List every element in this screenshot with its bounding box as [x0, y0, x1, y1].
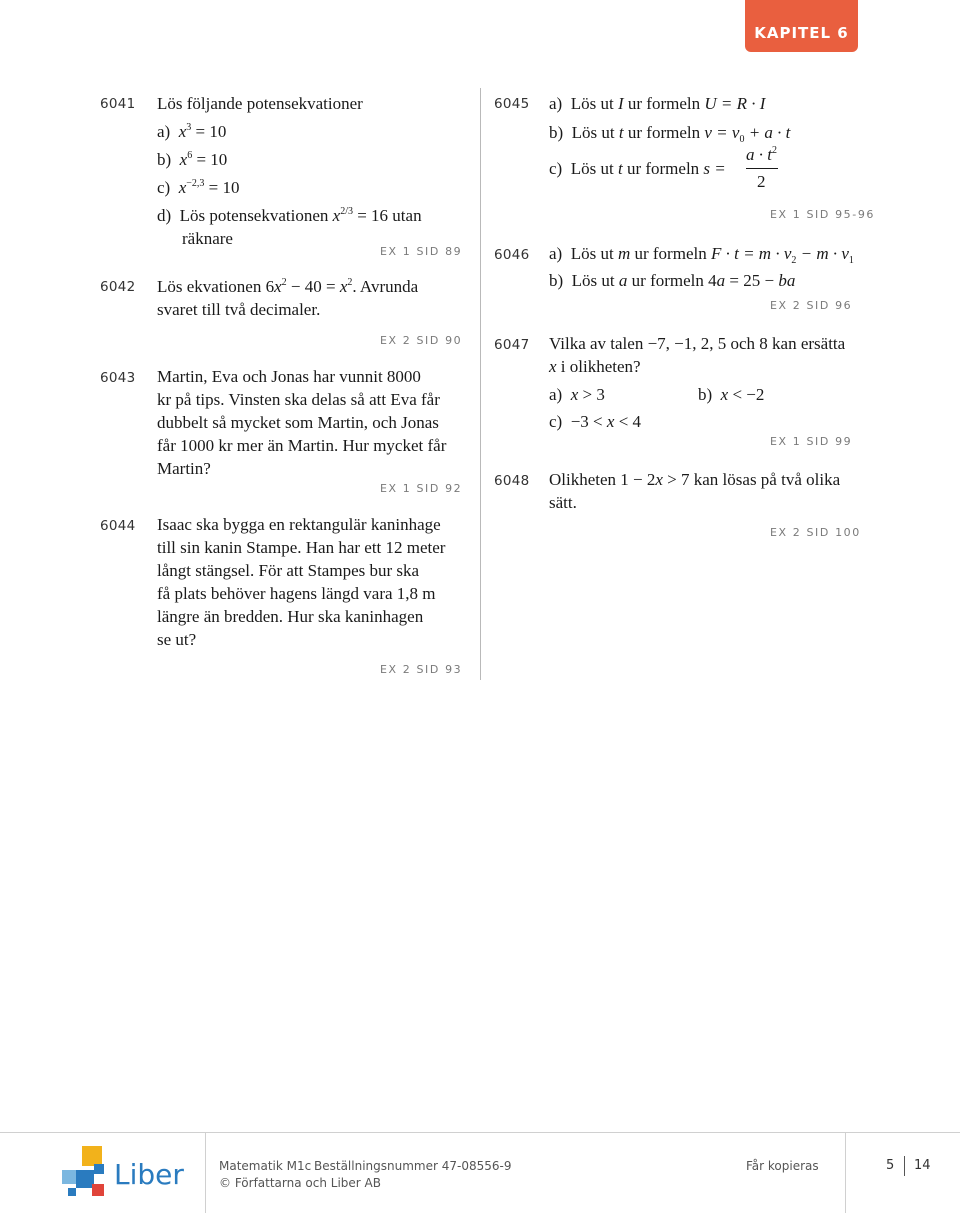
problem-6047-c: c) −3 < x < 4 [549, 412, 642, 431]
problem-6043-line: får 1000 kr mer än Martin. Hur mycket får [157, 436, 447, 455]
problem-6043-line: Martin, Eva och Jonas har vunnit 8000 [157, 367, 421, 386]
footer-order: Beställningsnummer 47-08556-9 [314, 1159, 512, 1173]
problem-6045-b: b) Lös ut t ur formeln $v = v_0 + a \cdot t$ [549, 123, 791, 145]
example-reference: EX 1 SID 99 [770, 435, 853, 448]
problem-number: 6048 [494, 473, 530, 489]
problem-6047-line2: x i olikheten? [549, 357, 641, 376]
column-divider [480, 88, 481, 680]
problem-6043-line: kr på tips. Vinsten ska delas så att Eva får [157, 390, 440, 409]
footer-copy-note: Får kopieras [746, 1159, 819, 1173]
problem-6041-d: d) Lös potensekvationen $x^{2/3} = 16$ utan [157, 206, 422, 225]
problem-number: 6042 [100, 279, 136, 295]
problem-number: 6045 [494, 96, 530, 112]
example-reference: EX 1 SID 92 [380, 482, 463, 495]
problem-6047-line1: Vilka av talen −7, −1, 2, 5 och 8 kan ersätta [549, 334, 846, 353]
problem-6043-line: dubbelt så mycket som Martin, och Jonas [157, 413, 439, 432]
example-reference: EX 2 SID 96 [770, 299, 853, 312]
chapter-tab-label: KAPITEL 6 [754, 24, 849, 42]
example-reference: EX 1 SID 89 [380, 245, 463, 258]
problem-number: 6046 [494, 247, 530, 263]
problem-6045-c: c) Lös ut t ur formeln s = [549, 159, 726, 178]
page-total: 14 [914, 1158, 931, 1173]
problem-6041-c: c) $x^{-2,3} = 10$ [157, 178, 240, 197]
problem-6044-line: se ut? [157, 630, 197, 649]
problem-6048-line2: sätt. [549, 493, 577, 512]
problem-6044-line: få plats behöver hagens längd vara 1,8 m [157, 584, 436, 603]
example-reference: EX 1 SID 95-96 [770, 208, 876, 221]
problem-6044-line: långt stängsel. För att Stampes bur ska [157, 561, 420, 580]
fraction-bar [746, 168, 778, 169]
example-reference: EX 2 SID 93 [380, 663, 463, 676]
problem-6042-line2: svaret till två decimaler. [157, 300, 321, 319]
problem-6043-line: Martin? [157, 459, 211, 478]
liber-logo [62, 1146, 202, 1202]
fraction-numerator: $a \cdot t^2$ [746, 145, 777, 164]
problem-6041-d-cont: räknare [182, 229, 233, 248]
problem-number: 6043 [100, 370, 136, 386]
footer-copyright: © Författarna och Liber AB [219, 1176, 381, 1190]
footer-divider [205, 1133, 206, 1213]
chapter-tab [745, 0, 858, 52]
problem-number: 6047 [494, 337, 530, 353]
problem-6041-intro: Lös följande potensekvationer [157, 94, 363, 113]
problem-6044-line: till sin kanin Stampe. Han har ett 12 meter [157, 538, 446, 557]
problem-6041-a: a) $x^3 = 10$ [157, 122, 227, 141]
example-reference: EX 2 SID 100 [770, 526, 861, 539]
problem-6046-a: a) Lös ut m ur formeln $F \cdot t = m \cdot v_2 - m \cdot v_1$ [549, 244, 854, 266]
problem-6044-line: längre än bredden. Hur ska kaninhagen [157, 607, 424, 626]
liber-logo-text: Liber [114, 1158, 184, 1191]
footer-rule [0, 1132, 960, 1133]
problem-6047-b: b) x < −2 [698, 385, 765, 404]
problem-6045-a: a) Lös ut I ur formeln U = R · I [549, 94, 766, 113]
problem-6041-b: b) $x^6 = 10$ [157, 150, 228, 169]
problem-6042-line1: Lös ekvationen $6x^2 - 40 = x^2$. Avrunda [157, 277, 419, 296]
footer-book: Matematik M1c [219, 1159, 312, 1173]
problem-number: 6041 [100, 96, 136, 112]
fraction-denominator: 2 [757, 172, 766, 191]
problem-6044-line: Isaac ska bygga en rektangulär kaninhage [157, 515, 441, 534]
footer-divider [845, 1133, 846, 1213]
problem-6047-a: a) x > 3 [549, 385, 605, 404]
problem-number: 6044 [100, 518, 136, 534]
example-reference: EX 2 SID 90 [380, 334, 463, 347]
problem-6048-line1: Olikheten 1 − 2x > 7 kan lösas på två olika [549, 470, 841, 489]
page-number: 5 [886, 1158, 895, 1173]
page-separator [904, 1156, 905, 1176]
problem-6046-b: b) Lös ut a ur formeln 4a = 25 − ba [549, 271, 796, 290]
